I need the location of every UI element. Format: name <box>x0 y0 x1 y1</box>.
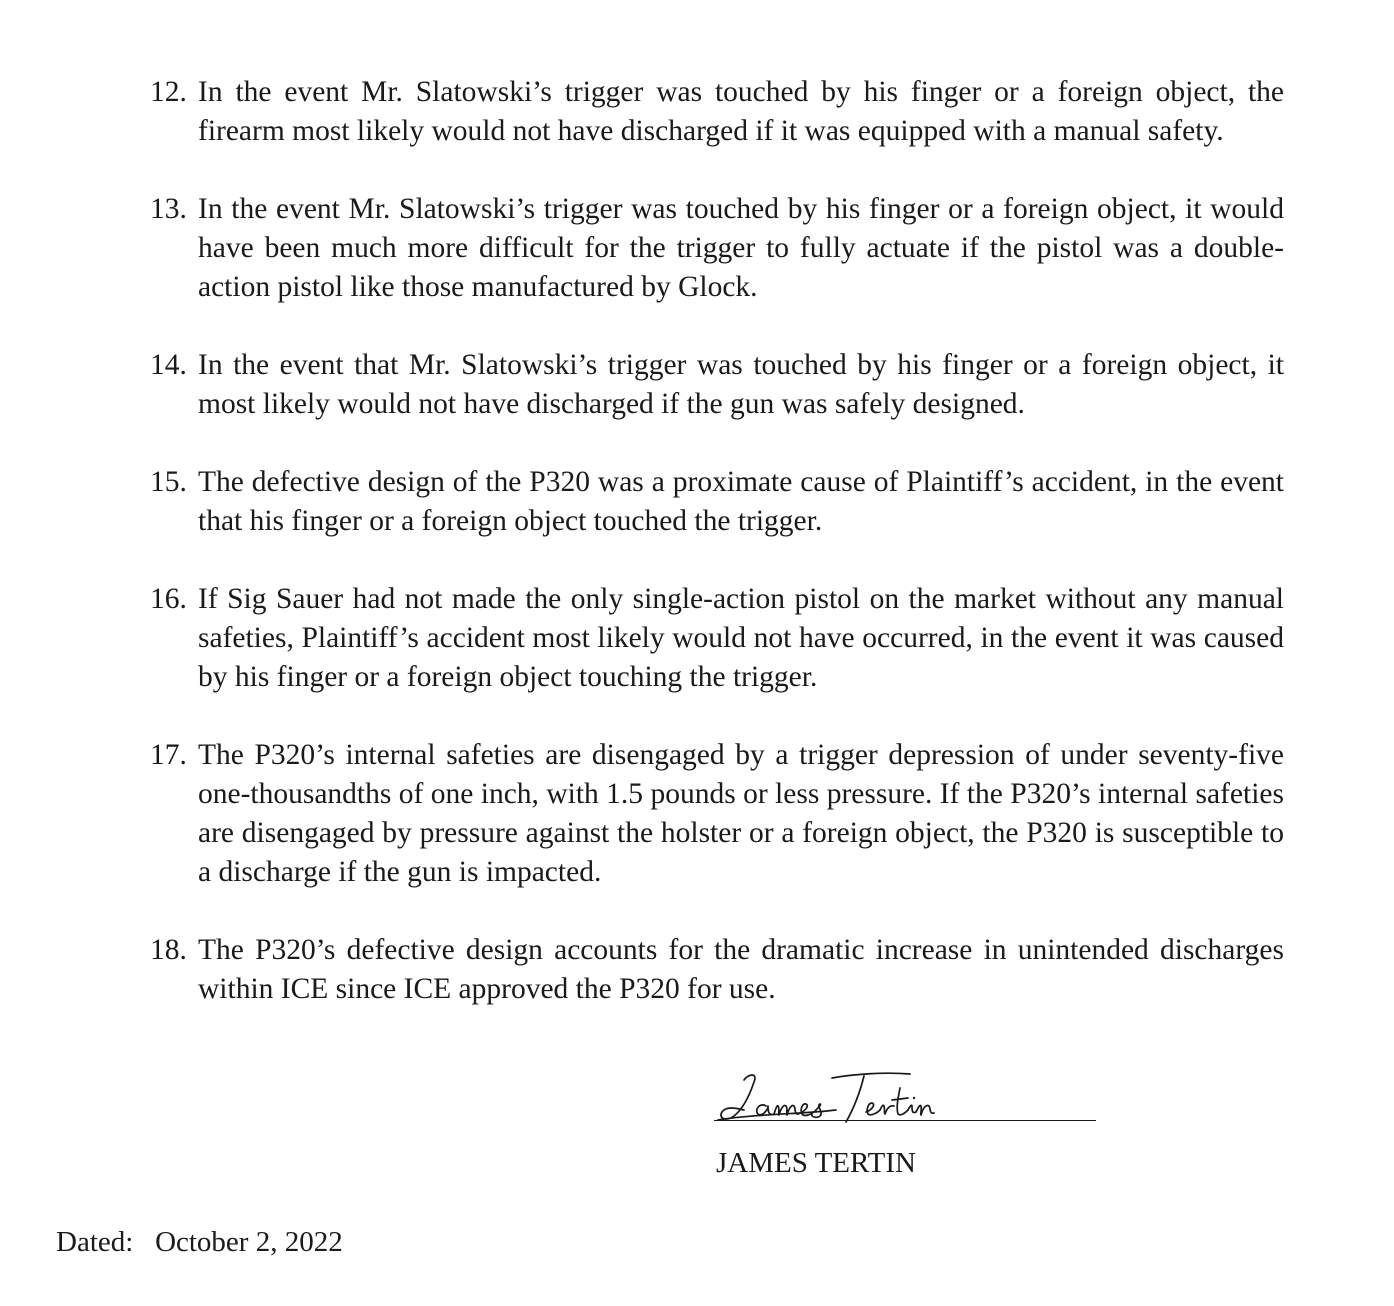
paragraph-number: 15. <box>150 466 187 498</box>
paragraph-number: 14. <box>150 349 187 381</box>
paragraph-14 <box>150 346 1284 424</box>
paragraph-number: 16. <box>150 583 187 615</box>
handwritten-signature <box>714 1070 1096 1126</box>
paragraph-text: The defective design of the P320 was a proximate cause of Plaintiff’s accident, in the event that his finger or a foreign object touched the trigger. <box>198 466 1284 537</box>
paragraph-18 <box>150 931 1284 1009</box>
date-line <box>56 1222 343 1262</box>
paragraph-number: 13. <box>150 193 187 225</box>
paragraph-12 <box>150 73 1284 151</box>
paragraph-text: In the event Mr. Slatowski’s trigger was touched by his finger or a foreign object, the firearm most likely would not have discharged if it was equipped with a manual safety. <box>198 76 1284 147</box>
signer-printed-name: JAMES TERTIN <box>716 1147 916 1179</box>
paragraph-16 <box>150 580 1284 697</box>
signature-line <box>714 1120 1096 1121</box>
paragraph-13 <box>150 190 1284 307</box>
paragraph-15 <box>150 463 1284 541</box>
paragraph-number: 17. <box>150 739 187 771</box>
date-label: Dated: <box>56 1226 134 1258</box>
paragraph-number: 18. <box>150 934 187 966</box>
numbered-paragraph-list <box>150 73 1284 1048</box>
paragraph-text: The P320’s defective design accounts for the dramatic increase in unintended discharges within ICE since ICE approved the P320 for use. <box>198 934 1284 1005</box>
paragraph-number: 12. <box>150 76 187 108</box>
paragraph-text: In the event that Mr. Slatowski’s trigger was touched by his finger or a foreign object, it most likely would not have discharged if the gun was safely designed. <box>198 349 1284 420</box>
paragraph-17 <box>150 736 1284 892</box>
paragraph-text: The P320’s internal safeties are disengaged by a trigger depression of under seventy-five one-thousandths of one inch, with 1.5 pounds or less pressure. If the P320’s internal safeties are disengaged by pressure against the holster or a foreign object, the P320 is susceptible to a discharge if the gun is impacted. <box>198 739 1284 888</box>
paragraph-text: In the event Mr. Slatowski’s trigger was touched by his finger or a foreign object, it would have been much more difficult for the trigger to fully actuate if the pistol was a double-action pistol like those manufactured by Glock. <box>198 193 1284 303</box>
date-value: October 2, 2022 <box>155 1226 343 1258</box>
paragraph-text: If Sig Sauer had not made the only single-action pistol on the market without any manual safeties, Plaintiff’s accident most likely would not have occurred, in the event it was caused by his finger or a foreign object touching the trigger. <box>198 583 1284 693</box>
